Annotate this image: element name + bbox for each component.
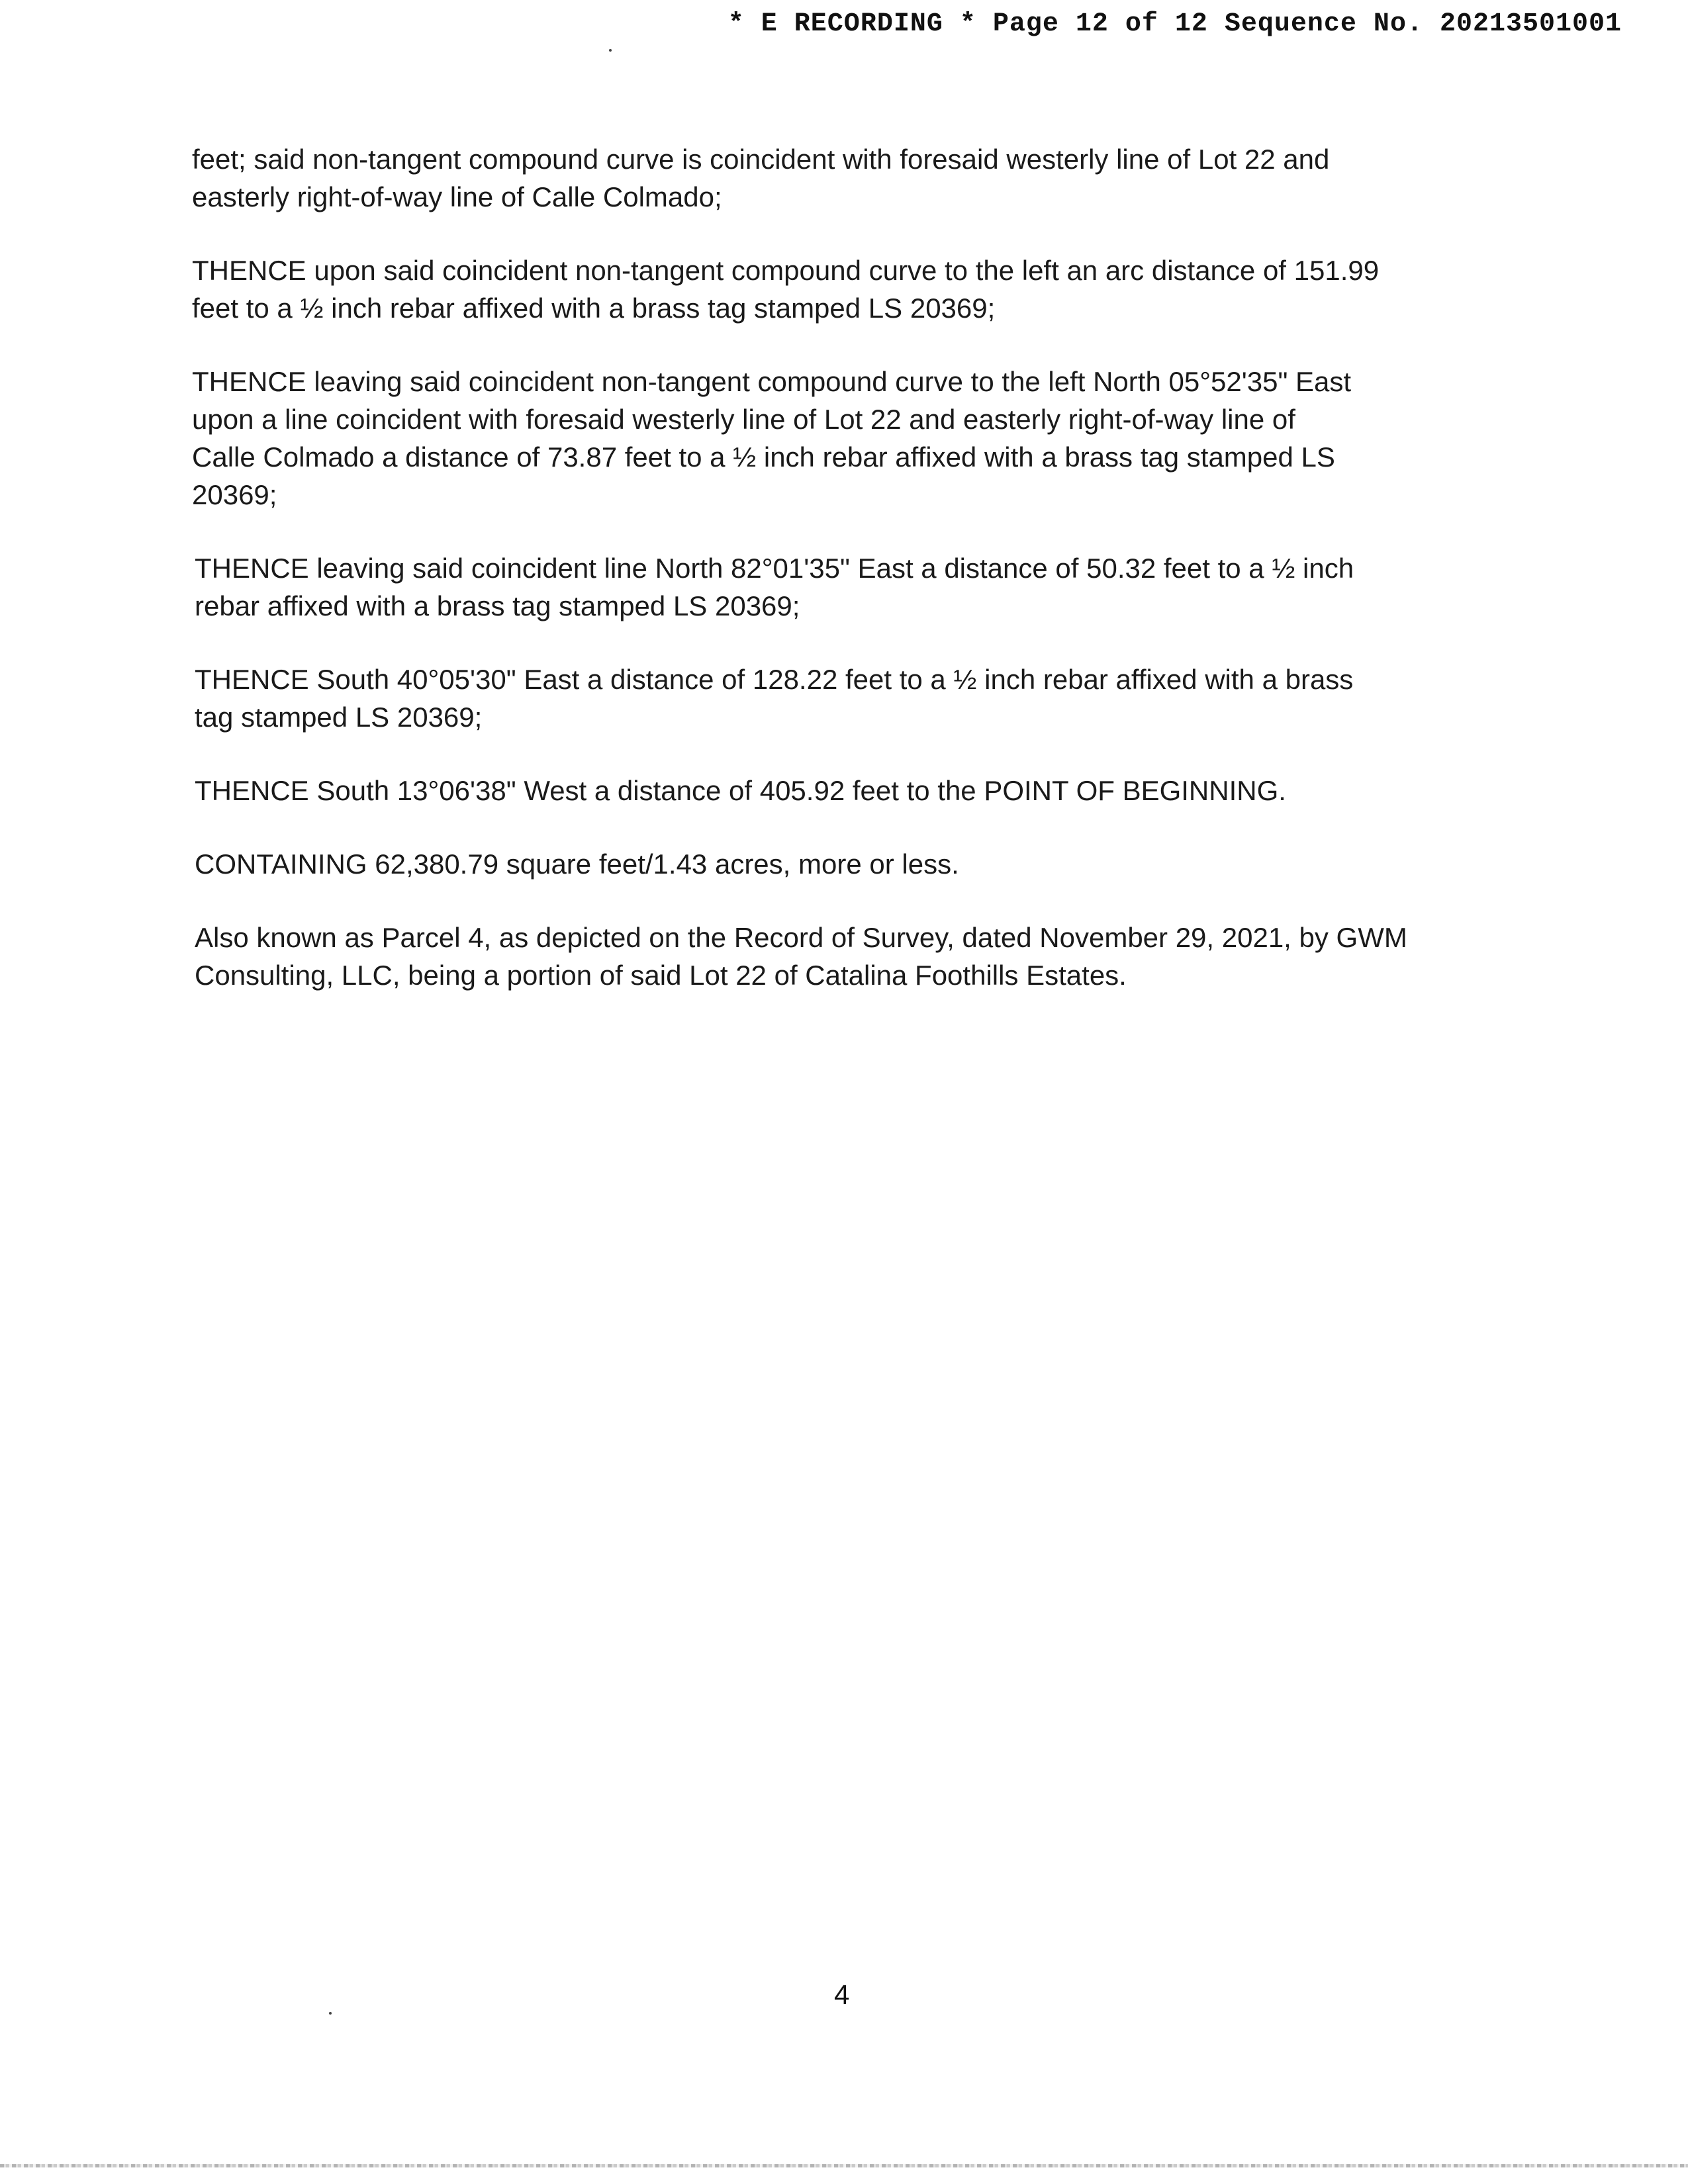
paragraph-also-known-as: Also known as Parcel 4, as depicted on the Record of Survey, dated November 29, 2021, by GWM Consulting, LLC, being a portion of said Lot 22 of Catalina Foothills Estates.	[195, 922, 1407, 991]
paragraph-north-82: THENCE leaving said coincident line North 82°01'35" East a distance of 50.32 feet to a ½ inch rebar affixed with a brass tag stamped LS 20369;	[195, 553, 1354, 621]
scan-bottom-edge	[0, 2164, 1688, 2167]
scan-speck	[329, 2012, 332, 2015]
paragraph-arc-distance: THENCE upon said coincident non-tangent compound curve to the left an arc distance of 151.99 feet to a ½ inch rebar affixed with a brass tag stamped LS 20369;	[192, 255, 1380, 324]
paragraph-south-40: THENCE South 40°05'30" East a distance of 128.22 feet to a ½ inch rebar affixed with a brass tag stamped LS 20369;	[195, 664, 1354, 733]
paragraph-containing-area: CONTAINING 62,380.79 square feet/1.43 acres, more or less.	[195, 848, 959, 880]
scan-speck	[609, 49, 612, 52]
legal-description-body	[192, 140, 1423, 1030]
paragraph-north-05: THENCE leaving said coincident non-tangent compound curve to the left North 05°52'35" East upon a line coincident with foresaid westerly line of Lot 22 and easterly right-of-way line of Calle Colmado a distance of 73.87 feet to a ½ inch rebar affixed with a brass tag stamped LS 20369;	[192, 366, 1352, 510]
paragraph-curve-coincident: feet; said non-tangent compound curve is coincident with foresaid westerly line of Lot 22 and easterly right-of-way line of Calle Colmado;	[192, 144, 1330, 212]
paragraph-south-13: THENCE South 13°06'38" West a distance of 405.92 feet to the POINT OF BEGINNING.	[195, 775, 1286, 806]
page-number: 4	[834, 1979, 850, 2010]
recording-header: * E RECORDING * Page 12 of 12 Sequence No. 20213501001	[727, 9, 1622, 39]
